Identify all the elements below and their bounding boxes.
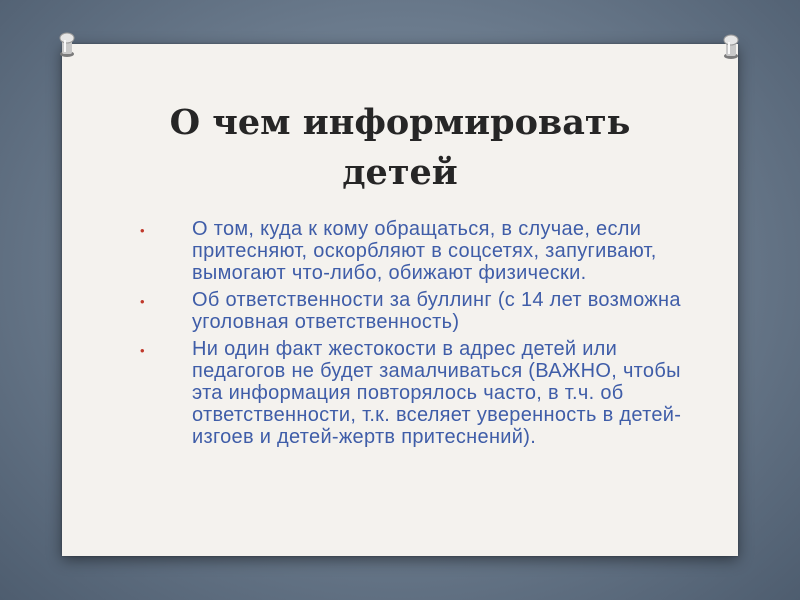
slide-title-line-1: О чем информировать	[169, 102, 631, 143]
pushpin-icon	[58, 32, 76, 58]
bullet-text: Об ответственности за буллинг (с 14 лет возможна уголовная ответственность)	[192, 289, 681, 333]
bullet-marker: •	[140, 294, 145, 309]
bullet-marker: •	[140, 343, 145, 358]
bullet-item	[140, 218, 700, 284]
slide-title	[62, 98, 738, 198]
bullet-text: О том, куда к кому обращаться, в случае, если притесняют, оскорбляют в соцсетях, запугивают, вымогают что-либо, обижают физически.	[192, 218, 657, 284]
bullet-text: Ни один факт жестокости в адрес детей или педагогов не будет замалчиваться (ВАЖНО, чтобы эта информация повторялось часто, в т.ч. об ответственности, т.к. вселяет уверенность в детей-изгоев и детей-жертв притеснений).	[192, 338, 682, 448]
pushpin-icon	[722, 34, 740, 60]
bullet-marker: •	[140, 223, 145, 238]
bullet-list	[140, 218, 700, 453]
bullet-item	[140, 338, 700, 448]
bullet-item	[140, 289, 700, 333]
slide-title-line-2: детей	[342, 152, 458, 193]
